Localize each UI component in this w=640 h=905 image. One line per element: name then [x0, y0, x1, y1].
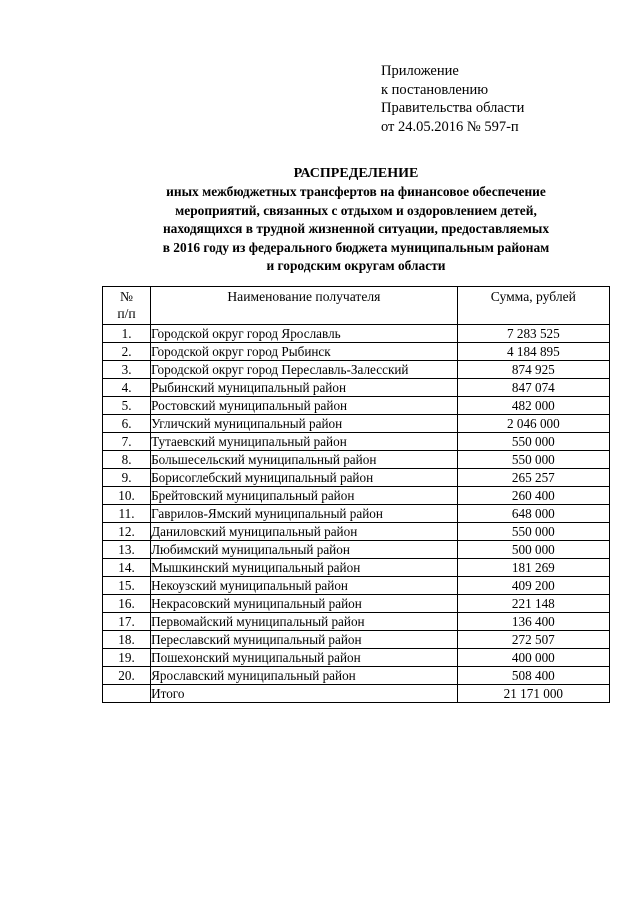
table-header-row [103, 287, 610, 325]
appendix-block [381, 62, 524, 136]
recipient-name: Угличский муниципальный район [151, 415, 458, 433]
recipient-name: Большесельский муниципальный район [151, 451, 458, 469]
recipient-name: Некрасовский муниципальный район [151, 595, 458, 613]
amount-value: 400 000 [457, 649, 609, 667]
table-row [103, 649, 610, 667]
subtitle-line: в 2016 году из федерального бюджета муниципальным районам [162, 239, 550, 255]
amount-value: 265 257 [457, 469, 609, 487]
amount-value: 7 283 525 [457, 325, 609, 343]
amount-value: 648 000 [457, 505, 609, 523]
recipient-name: Первомайский муниципальный район [151, 613, 458, 631]
table-row [103, 595, 610, 613]
recipient-name: Городской округ город Рыбинск [151, 343, 458, 361]
row-number: 11. [103, 505, 151, 523]
recipient-name: Переславский муниципальный район [151, 631, 458, 649]
recipient-name: Некоузский муниципальный район [151, 577, 458, 595]
amount-value: 847 074 [457, 379, 609, 397]
distribution-table [102, 286, 610, 703]
amount-value: 550 000 [457, 433, 609, 451]
amount-value: 2 046 000 [457, 415, 609, 433]
row-number: 13. [103, 541, 151, 559]
recipient-name: Гаврилов-Ямский муниципальный район [151, 505, 458, 523]
appendix-line: Приложение [381, 63, 459, 79]
row-number: 19. [103, 649, 151, 667]
row-number: 7. [103, 433, 151, 451]
amount-value: 500 000 [457, 541, 609, 559]
table-row [103, 487, 610, 505]
table-row [103, 613, 610, 631]
amount-value: 181 269 [457, 559, 609, 577]
amount-value: 508 400 [457, 667, 609, 685]
row-number: 5. [103, 397, 151, 415]
amount-value: 4 184 895 [457, 343, 609, 361]
total-row [103, 685, 610, 703]
recipient-name: Даниловский муниципальный район [151, 523, 458, 541]
table-row [103, 451, 610, 469]
amount-value: 21 171 000 [457, 685, 609, 703]
table-row [103, 541, 610, 559]
recipient-name: Брейтовский муниципальный район [151, 487, 458, 505]
subtitle-line: и городским округам области [266, 258, 446, 273]
subtitle-line: иных межбюджетных трансфертов на финансовое обеспечение [166, 184, 546, 199]
amount-value: 260 400 [457, 487, 609, 505]
table-row [103, 523, 610, 541]
row-number: 9. [103, 469, 151, 487]
subtitle-line: мероприятий, связанных с отдыхом и оздоровлением детей, [175, 202, 537, 218]
row-number: 10. [103, 487, 151, 505]
amount-value: 550 000 [457, 523, 609, 541]
row-number [103, 685, 151, 703]
amount-value: 550 000 [457, 451, 609, 469]
document-title: РАСПРЕДЕЛЕНИЕ [293, 166, 419, 181]
subtitle-line: находящихся в трудной жизненной ситуации, предоставляемых [162, 221, 550, 236]
table-body [103, 325, 610, 703]
row-number: 15. [103, 577, 151, 595]
table-row [103, 577, 610, 595]
amount-value: 272 507 [457, 631, 609, 649]
amount-value: 874 925 [457, 361, 609, 379]
row-number: 14. [103, 559, 151, 577]
row-number: 18. [103, 631, 151, 649]
table-row [103, 469, 610, 487]
header-amount: Сумма, рублей [457, 287, 609, 325]
recipient-name: Итого [151, 685, 458, 703]
recipient-name: Тутаевский муниципальный район [151, 433, 458, 451]
recipient-name: Городской округ город Переславль-Залесский [151, 361, 458, 379]
row-number: 1. [103, 325, 151, 343]
row-number: 17. [103, 613, 151, 631]
header-number-line1: № [120, 289, 134, 304]
appendix-date-line: от 24.05.2016 № 597-п [381, 118, 519, 135]
row-number: 2. [103, 343, 151, 361]
row-number: 4. [103, 379, 151, 397]
amount-value: 409 200 [457, 577, 609, 595]
row-number: 6. [103, 415, 151, 433]
row-number: 12. [103, 523, 151, 541]
header-recipient: Наименование получателя [151, 287, 458, 325]
row-number: 8. [103, 451, 151, 469]
amount-value: 136 400 [457, 613, 609, 631]
header-number [103, 287, 151, 325]
recipient-name: Ростовский муниципальный район [151, 397, 458, 415]
recipient-name: Рыбинский муниципальный район [151, 379, 458, 397]
table-row [103, 559, 610, 577]
table-row [103, 325, 610, 343]
table-row [103, 667, 610, 685]
table-row [103, 397, 610, 415]
recipient-name: Ярославский муниципальный район [151, 667, 458, 685]
table-row [103, 631, 610, 649]
amount-value: 482 000 [457, 397, 609, 415]
row-number: 16. [103, 595, 151, 613]
recipient-name: Городской округ город Ярославль [151, 325, 458, 343]
appendix-line: к постановлению [381, 81, 489, 98]
row-number: 3. [103, 361, 151, 379]
table-row [103, 433, 610, 451]
header-number-line2: п/п [117, 306, 136, 321]
recipient-name: Борисоглебский муниципальный район [151, 469, 458, 487]
table-row [103, 379, 610, 397]
recipient-name: Любимский муниципальный район [151, 541, 458, 559]
recipient-name: Мышкинский муниципальный район [151, 559, 458, 577]
recipient-name: Пошехонский муниципальный район [151, 649, 458, 667]
appendix-line: Правительства области [381, 100, 525, 116]
table-row [103, 361, 610, 379]
amount-value: 221 148 [457, 595, 609, 613]
table-row [103, 505, 610, 523]
row-number: 20. [103, 667, 151, 685]
table-row [103, 343, 610, 361]
document-heading [100, 165, 612, 276]
table-row [103, 415, 610, 433]
